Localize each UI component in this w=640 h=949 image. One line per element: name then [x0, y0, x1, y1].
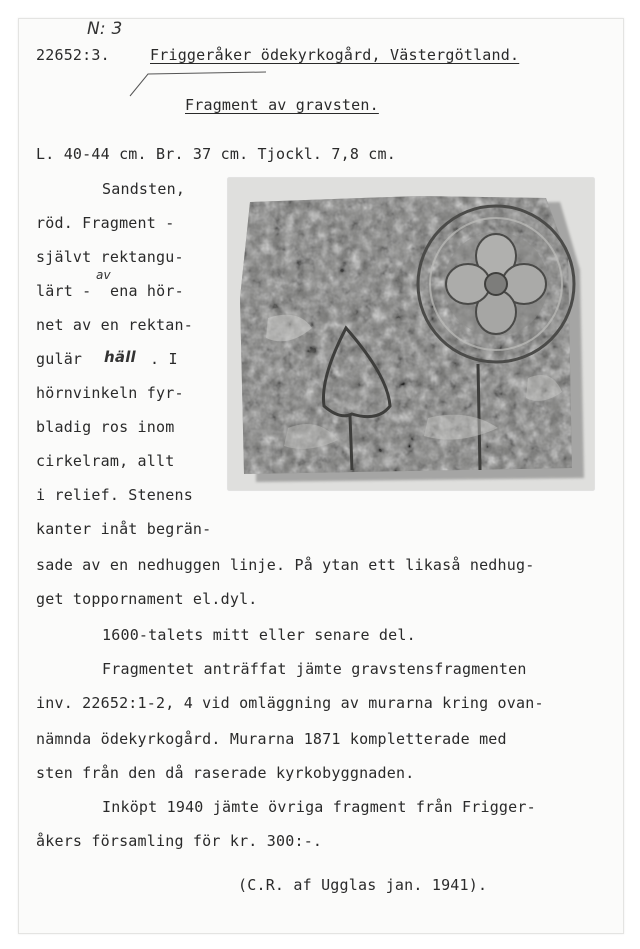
document-title: Fragment av gravsten. [185, 96, 379, 114]
handwritten-correction-av: av [96, 268, 111, 282]
body-line-16: inv. 22652:1-2, 4 vid omläggning av murarna kring ovan- [36, 694, 544, 712]
body-line-3: självt rektangu- [36, 248, 184, 266]
body-line-14: 1600-talets mitt eller senare del. [102, 626, 416, 644]
body-line-9: cirkelram, allt [36, 452, 175, 470]
body-line-1: Sandsten, [102, 180, 186, 198]
body-line-2: röd. Fragment - [36, 214, 175, 232]
handwritten-number: N: 3 [87, 19, 123, 39]
gravestone-photo [228, 178, 594, 490]
body-line-15: Fragmentet anträffat jämte gravstensfragmenten [102, 660, 527, 678]
inventory-number: 22652:3. [36, 46, 110, 64]
body-line-6a: gulär [36, 350, 92, 368]
handwritten-word-hall: häll [104, 348, 136, 366]
location-heading: Friggeråker ödekyrkogård, Västergötland. [150, 46, 520, 64]
body-line-19: Inköpt 1940 jämte övriga fragment från Frigger- [102, 798, 536, 816]
dimensions-line: L. 40-44 cm. Br. 37 cm. Tjockl. 7,8 cm. [36, 145, 396, 163]
stone-image [228, 178, 594, 490]
pen-stroke [128, 64, 268, 98]
body-line-4a: lärt - [36, 282, 101, 300]
signature-line: (C.R. af Ugglas jan. 1941). [238, 876, 488, 894]
body-line-11: kanter inåt begrän- [36, 520, 212, 538]
body-line-10: i relief. Stenens [36, 486, 193, 504]
body-line-6b: . I [150, 350, 178, 368]
body-line-12: sade av en nedhuggen linje. På ytan ett likaså nedhug- [36, 556, 535, 574]
body-line-20: åkers församling för kr. 300:-. [36, 832, 323, 850]
body-line-13: get toppornament el.dyl. [36, 590, 258, 608]
body-line-8: bladig ros inom [36, 418, 175, 436]
body-line-5: net av en rektan- [36, 316, 193, 334]
body-line-18: sten från den då raserade kyrkobyggnaden. [36, 764, 415, 782]
body-line-4b: ena hör- [110, 282, 184, 300]
body-line-17: nämnda ödekyrkogård. Murarna 1871 kompletterade med [36, 730, 507, 748]
body-line-7: hörnvinkeln fyr- [36, 384, 184, 402]
